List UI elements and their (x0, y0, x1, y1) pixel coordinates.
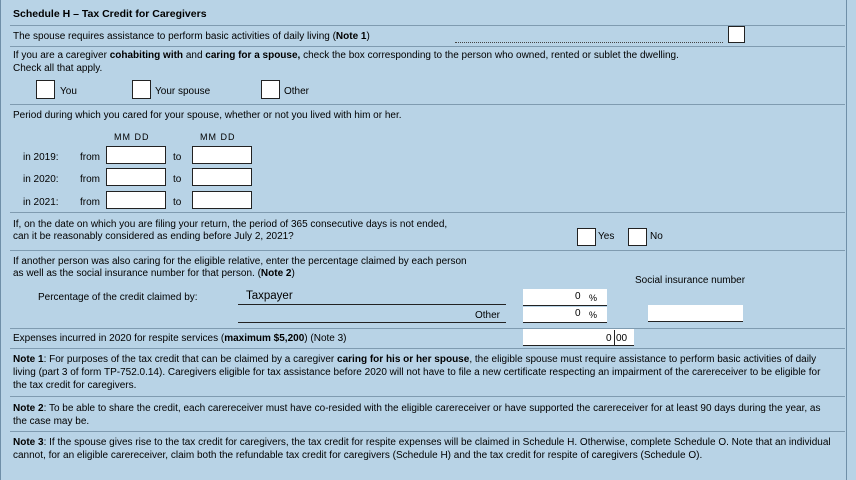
owner-you-checkbox[interactable] (36, 80, 55, 99)
from-2020-input[interactable] (106, 168, 166, 186)
year-2019-label: in 2019: (23, 152, 59, 163)
no-label: No (650, 231, 663, 242)
sin-label: Social insurance number (635, 275, 746, 286)
note-3-text: : If the spouse gives rise to the tax credit for caregivers, the tax credit for respite expenses will be claimed in Schedule H. Otherwise, complete Schedule O. Note that an individual cannot, for an eligible carereceiver, claim both the refundable tax credit for caregivers (Schedule H) and the tax credit for respite of caregivers (Schedule O). (13, 437, 831, 461)
divider (10, 328, 845, 329)
note-3 (13, 436, 833, 462)
to-label: to (173, 174, 182, 185)
pct-sign: % (589, 293, 598, 303)
divider (10, 348, 845, 349)
note-1 (13, 353, 833, 392)
another-text: as well as the social insurance number for that person. ( (13, 268, 261, 279)
assist-text: The spouse requires assistance to perform basic activities of daily living ( (13, 31, 336, 42)
note-1-text: , the eligible spouse must require assistance to perform basic activities of daily living (part 3 of form TP-752.0.14). Caregivers eligible for tax assistance before 2020 will not have to file a new certificate respecting an impairment of the carereceiver to be eligible for the tax credit for caregivers. (13, 354, 821, 391)
divider (10, 396, 845, 397)
year-2020-label: in 2020: (23, 174, 59, 185)
note-1-label: Note 1 (13, 354, 44, 365)
schedule-title: Schedule H – Tax Credit for Caregivers (13, 8, 207, 20)
other-underline (238, 322, 506, 323)
owner-other-checkbox[interactable] (261, 80, 280, 99)
cohab-part: If you are a caregiver (13, 50, 110, 61)
another-line1: If another person was also caring for the eligible relative, enter the percentage claimed by each person (13, 256, 467, 267)
note-3-label: Note 3 (13, 437, 44, 448)
to-2020-input[interactable] (192, 168, 252, 186)
owner-spouse-checkbox[interactable] (132, 80, 151, 99)
expenses-dollars: 0 (606, 333, 612, 344)
from-label: from (80, 174, 100, 185)
expenses-cents: 00 (616, 333, 628, 344)
pct-other-value: 0 (575, 308, 581, 319)
mmdd-from-header: MM DD (114, 132, 150, 142)
owner-you-label: You (60, 86, 77, 97)
from-label: from (80, 152, 100, 163)
taxpayer-label: Taxpayer (246, 290, 293, 302)
note-1-text: : For purposes of the tax credit that can be claimed by a caregiver (43, 354, 338, 365)
no-checkbox[interactable] (628, 228, 647, 246)
another-line2 (13, 268, 295, 279)
owner-other-label: Other (284, 86, 310, 97)
cohab-bold-2: caring for a spouse, (205, 50, 301, 61)
period-text: Period during which you cared for your spouse, whether or not you lived with him or her. (13, 110, 402, 121)
divider (10, 250, 845, 251)
another-close: ) (291, 268, 295, 279)
from-label: from (80, 197, 100, 208)
filing-line2: can it be reasonably considered as ending before July 2, 2021? (13, 231, 294, 242)
note-2 (13, 402, 833, 428)
assist-question (13, 31, 370, 42)
cohab-text (13, 50, 679, 61)
divider (10, 431, 845, 432)
cents-divider (614, 330, 615, 346)
divider (10, 25, 845, 26)
cohab-bold-1: cohabiting with (109, 50, 184, 61)
sin-input[interactable] (648, 305, 743, 322)
to-2019-input[interactable] (192, 146, 252, 164)
owner-spouse-label: Your spouse (155, 86, 211, 97)
from-2019-input[interactable] (106, 146, 166, 164)
pct-underline (523, 305, 607, 306)
yes-checkbox[interactable] (577, 228, 596, 246)
to-label: to (173, 197, 182, 208)
to-label: to (173, 152, 182, 163)
cohab-part: check the box corresponding to the person who owned, rented or sublet the dwelling. (300, 50, 679, 61)
pct-label: Percentage of the credit claimed by: (38, 292, 198, 303)
expenses-max: maximum $5,200 (224, 333, 305, 344)
expenses-part: Expenses incurred in 2020 for respite services ( (13, 333, 225, 344)
assist-close: ) (366, 31, 370, 42)
expenses-text (13, 333, 347, 344)
taxpayer-underline (238, 304, 506, 305)
leader-dots (455, 41, 723, 43)
year-2021-label: in 2021: (23, 197, 59, 208)
cohab-part: and (183, 50, 206, 61)
expenses-part: ) (Note 3) (304, 333, 347, 344)
filing-line1: If, on the date on which you are filing your return, the period of 365 consecutive days is not ended, (13, 219, 448, 230)
assist-checkbox[interactable] (728, 26, 745, 43)
from-2021-input[interactable] (106, 191, 166, 209)
yes-label: Yes (598, 231, 615, 242)
divider (10, 46, 845, 47)
another-note-ref: Note 2 (260, 268, 292, 279)
note-2-text: : To be able to share the credit, each carereceiver must have co-resided with the eligible carereceiver or have supported the carereceiver for at least 90 days during the year, as the case may be. (13, 403, 821, 427)
assist-note-ref: Note 1 (335, 31, 367, 42)
note-1-bold: caring for his or her spouse (337, 354, 470, 365)
pct-underline (523, 322, 607, 323)
pct-taxpayer-value: 0 (575, 291, 581, 302)
note-2-label: Note 2 (13, 403, 44, 414)
cohab-line2: Check all that apply. (13, 63, 103, 74)
mmdd-to-header: MM DD (200, 132, 236, 142)
to-2021-input[interactable] (192, 191, 252, 209)
other-label: Other (475, 310, 501, 321)
pct-sign: % (589, 310, 598, 320)
divider (10, 212, 845, 213)
divider (10, 104, 845, 105)
